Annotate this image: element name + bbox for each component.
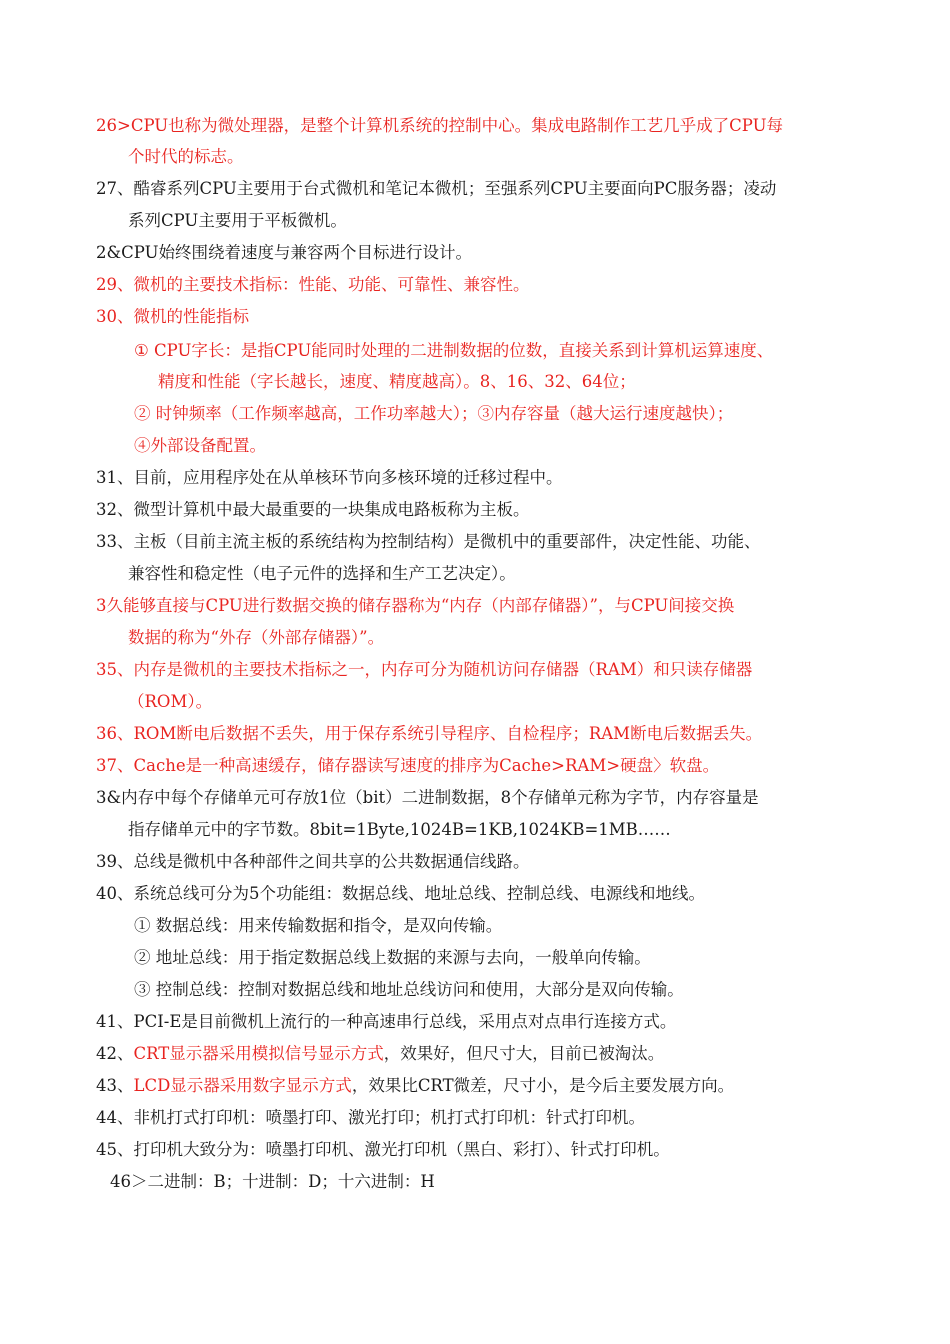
item-38-line-2: 指存储单元中的字节数。8bit=1Byte,1024B=1KB,1024KB=1MB……: [128, 820, 671, 839]
item-39: 39、总线是微机中各种部件之间共享的公共数据通信线路。: [96, 852, 530, 871]
item-29: 29、微机的主要技术指标：性能、功能、可靠性、兼容性。: [96, 275, 530, 294]
item-43: [96, 1075, 734, 1097]
item-26-line-2: 个时代的标志。: [128, 147, 244, 166]
item-33-line-2: 兼容性和稳定性（电子元件的选择和生产工艺决定）。: [128, 564, 516, 583]
item-46: 46＞二进制：B；十进制：D；十六进制：H: [110, 1172, 435, 1191]
item-40-sub-2: ② 地址总线：用于指定数据总线上数据的来源与去向，一般单向传输。: [134, 948, 651, 967]
item-34-line-1: 3久能够直接与CPU进行数据交换的储存器称为“内存（内部存储器）”，与CPU间接交换: [96, 596, 735, 615]
item-43-suffix: ，效果比CRT微差，尺寸小，是今后主要发展方向。: [351, 1076, 735, 1095]
item-42: [96, 1043, 664, 1065]
item-30-sub-2-line-2: ④外部设备配置。: [134, 436, 266, 455]
item-30-sub-2-line-1: ② 时钟频率（工作频率越高，工作功率越大）；③内存容量（越大运行速度越快）；: [134, 404, 734, 423]
item-38-line-1: 3&内存中每个存储单元可存放1位（bit）二进制数据，8个存储单元称为字节，内存容量是: [96, 788, 759, 807]
item-42-prefix: 42、: [96, 1044, 134, 1063]
item-34-line-2: 数据的称为“外存（外部存储器）”。: [128, 628, 385, 647]
item-35-line-1: 35、内存是微机的主要技术指标之一，内存可分为随机访问存储器（RAM）和只读存储器: [96, 660, 753, 679]
item-28: 2&CPU始终围绕着速度与兼容两个目标进行设计。: [96, 243, 473, 262]
item-40-sub-3: ③ 控制总线：控制对数据总线和地址总线访问和使用，大部分是双向传输。: [134, 980, 684, 999]
item-36: 36、ROM断电后数据不丢失，用于保存系统引导程序、自检程序；RAM断电后数据丢失。: [96, 724, 763, 743]
item-41: 41、PCI-E是目前微机上流行的一种高速串行总线，采用点对点串行连接方式。: [96, 1012, 677, 1031]
item-42-suffix: ，效果好，但尺寸大，目前已被淘汰。: [383, 1044, 665, 1063]
item-33-line-1: 33、主板（目前主流主板的系统结构为控制结构）是微机中的重要部件，决定性能、功能、: [96, 532, 761, 551]
item-42-highlight: CRT显示器采用模拟信号显示方式: [133, 1044, 384, 1063]
item-44: 44、非机打式打印机：喷墨打印、激光打印；机打式打印机：针式打印机。: [96, 1108, 645, 1127]
item-45: 45、打印机大致分为：喷墨打印机、激光打印机（黑白、彩打）、针式打印机。: [96, 1140, 670, 1159]
item-40: 40、系统总线可分为5个功能组：数据总线、地址总线、控制总线、电源线和地线。: [96, 884, 705, 903]
item-43-prefix: 43、: [96, 1076, 134, 1095]
item-35-line-2: （ROM）。: [128, 692, 213, 711]
item-26-line-1: 26>CPU也称为微处理器，是整个计算机系统的控制中心。集成电路制作工艺几乎成了CPU每: [96, 116, 784, 135]
item-30-sub-1-line-1: ① CPU字长：是指CPU能同时处理的二进制数据的位数，直接关系到计算机运算速度、: [134, 341, 774, 360]
item-32: 32、微型计算机中最大最重要的一块集成电路板称为主板。: [96, 500, 530, 519]
item-40-sub-1: ① 数据总线：用来传输数据和指令，是双向传输。: [134, 916, 503, 935]
item-27-line-2: 系列CPU主要用于平板微机。: [128, 211, 347, 230]
item-31: 31、目前，应用程序处在从单核环节向多核环境的迁移过程中。: [96, 468, 563, 487]
item-37: 37、Cache是一种高速缓存，储存器读写速度的排序为Cache>RAM>硬盘〉软盘。: [96, 756, 720, 775]
item-30-sub-1-line-2: 精度和性能（字长越长，速度、精度越高）。8、16、32、64位；: [158, 372, 636, 391]
item-27-line-1: 27、酷睿系列CPU主要用于台式微机和笔记本微机；至强系列CPU主要面向PC服务器；凌动: [96, 179, 777, 198]
item-43-highlight: LCD显示器采用数字显示方式: [133, 1076, 352, 1095]
item-30: 30、微机的性能指标: [96, 307, 249, 326]
